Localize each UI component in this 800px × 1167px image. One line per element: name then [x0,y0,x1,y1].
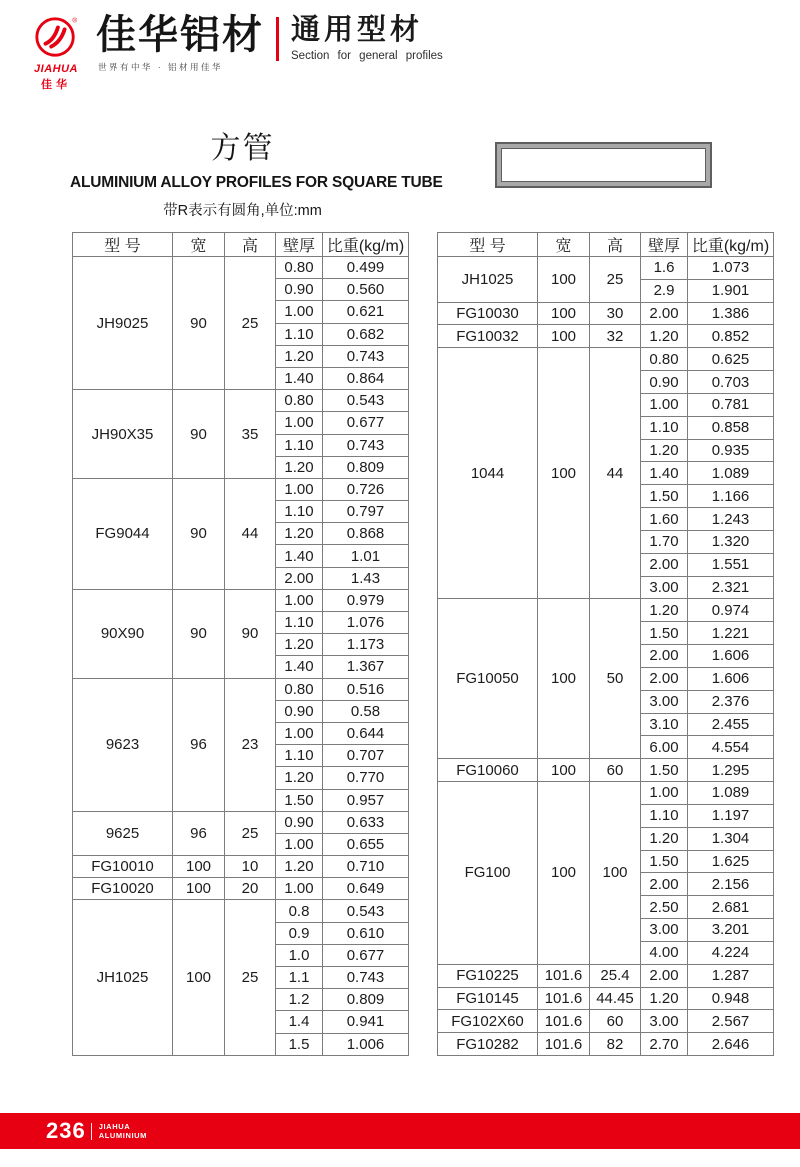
thickness-cell: 1.20 [276,856,323,878]
thickness-cell: 1.10 [641,416,688,439]
weight-cell: 0.948 [688,987,774,1010]
weight-cell: 1.006 [323,1033,409,1055]
weight-cell: 1.073 [688,257,774,280]
height-cell: 25 [590,257,641,303]
thickness-cell: 1.20 [641,325,688,348]
thickness-cell: 1.40 [276,367,323,389]
thickness-cell: 0.90 [276,279,323,301]
model-cell: JH1025 [438,257,538,303]
table-row [73,589,409,611]
weight-cell: 0.703 [688,371,774,394]
thickness-cell: 1.00 [276,722,323,744]
weight-cell: 0.781 [688,393,774,416]
width-cell: 101.6 [538,1010,590,1033]
height-cell: 25.4 [590,964,641,987]
unit-note: 带R表示有圆角,单位:mm [163,203,322,219]
column-header: 宽 [173,233,225,257]
model-cell: FG9044 [73,478,173,589]
thickness-cell: 0.80 [276,390,323,412]
weight-cell: 2.567 [688,1010,774,1033]
weight-cell: 0.710 [323,856,409,878]
model-cell: FG102X60 [438,1010,538,1033]
header-row [438,233,774,257]
width-cell: 100 [538,257,590,303]
logo-text-cn: 佳华 [41,79,71,91]
thickness-cell: 1.00 [276,878,323,900]
table-row [438,348,774,371]
thickness-cell: 2.50 [641,896,688,919]
thickness-cell: 1.20 [276,523,323,545]
page-footer [0,1113,800,1149]
thickness-cell: 1.50 [641,759,688,782]
thickness-cell: 1.0 [276,944,323,966]
weight-cell: 1.089 [688,782,774,805]
thickness-cell: 1.4 [276,1011,323,1033]
weight-cell: 2.681 [688,896,774,919]
thickness-cell: 0.80 [276,678,323,700]
thickness-cell: 2.00 [641,302,688,325]
thickness-cell: 1.00 [641,782,688,805]
weight-cell: 1.197 [688,804,774,827]
table-header-row-left [73,233,409,257]
column-header: 型 号 [73,233,173,257]
weight-cell: 2.455 [688,713,774,736]
table-row [73,257,409,279]
weight-cell: 0.610 [323,922,409,944]
height-cell: 60 [590,1010,641,1033]
height-cell: 25 [225,900,276,1056]
height-cell: 32 [590,325,641,348]
weight-cell: 0.682 [323,323,409,345]
table-row [438,325,774,348]
thickness-cell: 1.10 [276,434,323,456]
width-cell: 90 [173,478,225,589]
section-title-cn: 通用型材 [291,14,424,46]
model-cell: JH1025 [73,900,173,1056]
thickness-cell: 3.00 [641,690,688,713]
thickness-cell: 1.20 [641,827,688,850]
model-cell: FG100 [438,782,538,965]
model-cell: 1044 [438,348,538,599]
height-cell: 90 [225,589,276,678]
thickness-cell: 1.00 [276,412,323,434]
thickness-cell: 0.8 [276,900,323,922]
section-title-en: Section for general profiles [291,49,443,62]
weight-cell: 0.707 [323,745,409,767]
weight-cell: 1.01 [323,545,409,567]
square-tube-profile-drawing [495,142,712,188]
model-cell: FG10020 [73,878,173,900]
column-header: 型 号 [438,233,538,257]
thickness-cell: 1.20 [276,634,323,656]
height-cell: 44 [590,348,641,599]
model-cell: FG10010 [73,856,173,878]
weight-cell: 2.376 [688,690,774,713]
model-cell: 9623 [73,678,173,811]
thickness-cell: 1.10 [641,804,688,827]
thickness-cell: 1.40 [276,656,323,678]
width-cell: 90 [173,589,225,678]
model-cell: FG10282 [438,1033,538,1056]
table-row [438,987,774,1010]
thickness-cell: 1.00 [276,301,323,323]
weight-cell: 1.166 [688,485,774,508]
thickness-cell: 2.00 [641,667,688,690]
weight-cell: 1.221 [688,622,774,645]
thickness-cell: 1.2 [276,989,323,1011]
weight-cell: 0.743 [323,434,409,456]
table-row [73,678,409,700]
weight-cell: 1.089 [688,462,774,485]
thickness-cell: 1.40 [641,462,688,485]
model-cell: FG10050 [438,599,538,759]
table-row [438,599,774,622]
footer-divider [91,1123,92,1140]
header-red-divider [276,17,279,61]
thickness-cell: 1.20 [641,987,688,1010]
width-cell: 96 [173,811,225,855]
weight-cell: 0.797 [323,501,409,523]
weight-cell: 1.625 [688,850,774,873]
weight-cell: 0.633 [323,811,409,833]
table-row [438,1010,774,1033]
thickness-cell: 1.10 [276,501,323,523]
weight-cell: 0.677 [323,412,409,434]
page-number: 236 [46,1118,86,1143]
column-header: 壁厚 [641,233,688,257]
column-header: 比重(kg/m) [323,233,409,257]
model-cell: FG10060 [438,759,538,782]
thickness-cell: 0.90 [276,811,323,833]
weight-cell: 3.201 [688,919,774,942]
weight-cell: 1.076 [323,612,409,634]
weight-cell: 1.606 [688,645,774,668]
height-cell: 60 [590,759,641,782]
weight-cell: 0.979 [323,589,409,611]
height-cell: 20 [225,878,276,900]
weight-cell: 0.644 [323,722,409,744]
height-cell: 25 [225,811,276,855]
thickness-cell: 1.70 [641,530,688,553]
weight-cell: 0.621 [323,301,409,323]
width-cell: 100 [538,599,590,759]
thickness-cell: 1.10 [276,745,323,767]
weight-cell: 0.809 [323,456,409,478]
footer-brand-line2: ALUMINIUM [98,1131,148,1140]
height-cell: 10 [225,856,276,878]
height-cell: 50 [590,599,641,759]
width-cell: 101.6 [538,964,590,987]
height-cell: 100 [590,782,641,965]
thickness-cell: 2.9 [641,279,688,302]
page-title: 方管 [210,132,275,165]
thickness-cell: 1.1 [276,967,323,989]
table-row [438,964,774,987]
profiles-table-left [72,232,409,1056]
logo-text-en: JIAHUA [34,63,78,75]
thickness-cell: 1.50 [641,850,688,873]
weight-cell: 0.743 [323,967,409,989]
thickness-cell: 0.80 [641,348,688,371]
model-cell: FG10030 [438,302,538,325]
model-cell: FG10032 [438,325,538,348]
width-cell: 100 [538,759,590,782]
weight-cell: 1.173 [323,634,409,656]
weight-cell: 1.287 [688,964,774,987]
height-cell: 25 [225,257,276,390]
thickness-cell: 2.70 [641,1033,688,1056]
thickness-cell: 1.20 [276,345,323,367]
table-row [73,900,409,922]
table-row [73,478,409,500]
weight-cell: 0.974 [688,599,774,622]
weight-cell: 0.726 [323,478,409,500]
weight-cell: 0.499 [323,257,409,279]
thickness-cell: 2.00 [276,567,323,589]
weight-cell: 0.935 [688,439,774,462]
thickness-cell: 6.00 [641,736,688,759]
model-cell: FG10225 [438,964,538,987]
thickness-cell: 0.9 [276,922,323,944]
height-cell: 30 [590,302,641,325]
weight-cell: 2.156 [688,873,774,896]
table-row [73,856,409,878]
footer-brand-line1: JIAHUA [98,1121,131,1131]
thickness-cell: 1.5 [276,1033,323,1055]
table-row [438,782,774,805]
weight-cell: 0.868 [323,523,409,545]
thickness-cell: 1.20 [641,439,688,462]
height-cell: 35 [225,390,276,479]
column-header: 宽 [538,233,590,257]
weight-cell: 2.646 [688,1033,774,1056]
table-row [438,759,774,782]
model-cell: 90X90 [73,589,173,678]
column-header: 高 [590,233,641,257]
weight-cell: 1.606 [688,667,774,690]
weight-cell: 0.560 [323,279,409,301]
width-cell: 100 [538,325,590,348]
width-cell: 100 [173,900,225,1056]
table-header-row-right [438,233,774,257]
page-title-en: ALUMINIUM ALLOY PROFILES FOR SQUARE TUBE [70,174,443,191]
thickness-cell: 1.20 [276,767,323,789]
width-cell: 101.6 [538,1033,590,1056]
weight-cell: 0.649 [323,878,409,900]
thickness-cell: 3.00 [641,919,688,942]
thickness-cell: 1.00 [641,393,688,416]
weight-cell: 0.941 [323,1011,409,1033]
thickness-cell: 3.00 [641,1010,688,1033]
width-cell: 101.6 [538,987,590,1010]
thickness-cell: 2.00 [641,873,688,896]
column-header: 壁厚 [276,233,323,257]
thickness-cell: 1.40 [276,545,323,567]
weight-cell: 0.655 [323,833,409,855]
width-cell: 100 [538,782,590,965]
width-cell: 100 [173,856,225,878]
header-row [73,233,409,257]
table-row [438,302,774,325]
weight-cell: 0.543 [323,390,409,412]
jiahua-emblem-icon [33,17,79,64]
thickness-cell: 0.90 [641,371,688,394]
table-row [73,390,409,412]
thickness-cell: 1.10 [276,612,323,634]
thickness-cell: 1.50 [641,485,688,508]
weight-cell: 1.43 [323,567,409,589]
weight-cell: 0.864 [323,367,409,389]
thickness-cell: 1.6 [641,257,688,280]
thickness-cell: 1.50 [276,789,323,811]
title-block [70,123,443,220]
thickness-cell: 2.00 [641,964,688,987]
weight-cell: 0.543 [323,900,409,922]
width-cell: 100 [538,302,590,325]
column-header: 高 [225,233,276,257]
thickness-cell: 1.50 [641,622,688,645]
weight-cell: 0.743 [323,345,409,367]
weight-cell: 0.677 [323,944,409,966]
table-row [73,811,409,833]
weight-cell: 1.367 [323,656,409,678]
weight-cell: 0.625 [688,348,774,371]
table-row [438,257,774,280]
width-cell: 90 [173,257,225,390]
weight-cell: 1.304 [688,827,774,850]
weight-cell: 0.809 [323,989,409,1011]
profiles-table-right [437,232,774,1056]
thickness-cell: 4.00 [641,941,688,964]
weight-cell: 0.58 [323,700,409,722]
weight-cell: 0.516 [323,678,409,700]
weight-cell: 2.321 [688,576,774,599]
company-logo [24,14,88,92]
height-cell: 82 [590,1033,641,1056]
weight-cell: 0.852 [688,325,774,348]
thickness-cell: 1.10 [276,323,323,345]
svg-text:®: ® [72,17,78,25]
weight-cell: 1.551 [688,553,774,576]
thickness-cell: 3.10 [641,713,688,736]
height-cell: 44 [225,478,276,589]
thickness-cell: 3.00 [641,576,688,599]
height-cell: 44.45 [590,987,641,1010]
width-cell: 90 [173,390,225,479]
thickness-cell: 2.00 [641,553,688,576]
thickness-cell: 1.00 [276,833,323,855]
weight-cell: 4.554 [688,736,774,759]
thickness-cell: 1.20 [641,599,688,622]
thickness-cell: 1.60 [641,508,688,531]
model-cell: FG10145 [438,987,538,1010]
weight-cell: 0.770 [323,767,409,789]
thickness-cell: 0.90 [276,700,323,722]
weight-cell: 1.243 [688,508,774,531]
weight-cell: 0.858 [688,416,774,439]
thickness-cell: 2.00 [641,645,688,668]
model-cell: 9625 [73,811,173,855]
weight-cell: 1.295 [688,759,774,782]
width-cell: 100 [538,348,590,599]
table-row [438,1033,774,1056]
weight-cell: 1.901 [688,279,774,302]
model-cell: JH90X35 [73,390,173,479]
brand-tagline: 世界有中华 · 铝材用佳华 [98,62,224,72]
weight-cell: 1.320 [688,530,774,553]
weight-cell: 1.386 [688,302,774,325]
thickness-cell: 0.80 [276,257,323,279]
page-header [24,14,443,92]
weight-cell: 4.224 [688,941,774,964]
width-cell: 96 [173,678,225,811]
thickness-cell: 1.20 [276,456,323,478]
width-cell: 100 [173,878,225,900]
height-cell: 23 [225,678,276,811]
weight-cell: 0.957 [323,789,409,811]
column-header: 比重(kg/m) [688,233,774,257]
thickness-cell: 1.00 [276,478,323,500]
square-tube-profile-inner [501,148,706,182]
brand-title: 佳华铝材 [96,13,264,57]
thickness-cell: 1.00 [276,589,323,611]
model-cell: JH9025 [73,257,173,390]
table-row [73,878,409,900]
